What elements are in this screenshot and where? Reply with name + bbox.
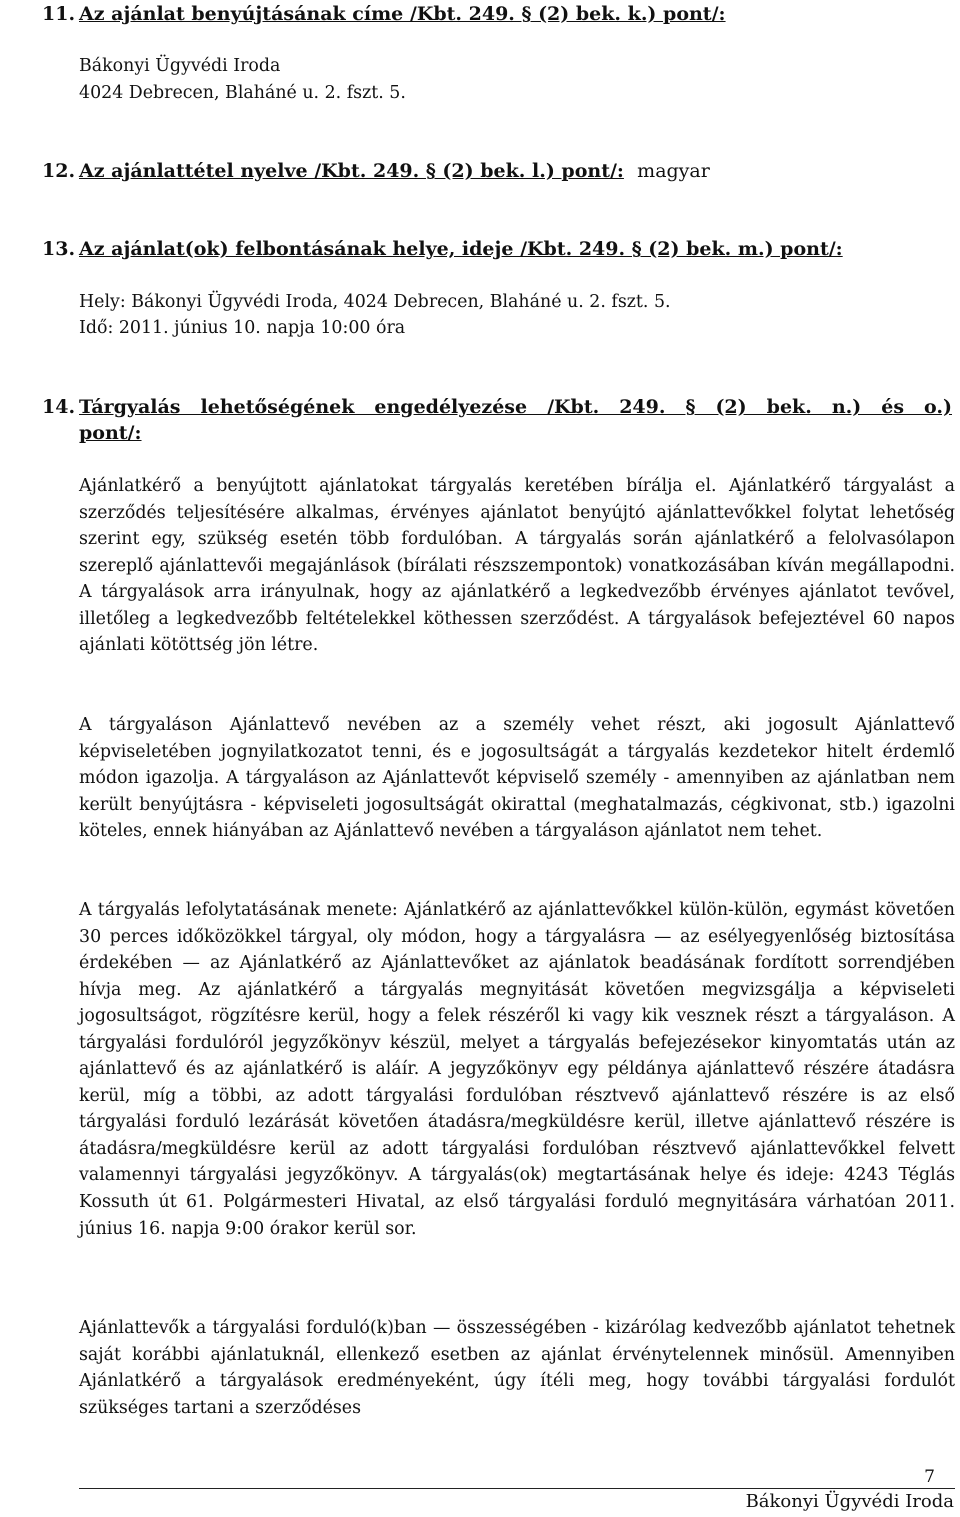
section-11-heading bbox=[42, 1, 950, 28]
section-13-number: 13. bbox=[42, 238, 76, 260]
section-12-value: magyar bbox=[637, 160, 710, 182]
section-13-time: Idő: 2011. június 10. napja 10:00 óra bbox=[79, 318, 406, 338]
section-13-heading bbox=[42, 236, 950, 263]
section-14-title-line-2: pont/: bbox=[79, 422, 142, 444]
section-12-number: 12. bbox=[42, 160, 76, 182]
section-11-number: 11. bbox=[42, 3, 76, 25]
section-14-paragraph-3: A tárgyalás lefolytatásának menete: Ajánlatkérő az ajánlattevőkkel külön-külön, egymást követően 30 perces időközökkel tárgyal, oly módon, hogy a tárgyalásra — az esélyegyenlőség biztosítása érdekében — az Ajánlatkérő az Ajánlattevőket az ajánlatok beadásának fordított sorrendjében hívja meg. Az ajánlatkérő a tárgyalás megnyitását követően megvizsgálja a képviseleti jogosultságot, rögzítésre kerül, hogy a felek részéről ki vagy kik vesznek részt a tárgyaláson. A tárgyalási fordulóról jegyzőkönyv készül, melyet a tárgyalás befejezésekor kinyomtatás után az ajánlattevő és az ajánlatkérő is aláír. A jegyzőkönyv egy példánya ajánlattevő részére átadásra kerül, míg a többi, az adott tárgyalási fordulóban résztvevő ajánlattevő részére is az első tárgyalási forduló lezárását követően átadásra/megküldésre kerül, illetve ajánlattevő részére is átadásra/megküldésre kerül az adott tárgyalási fordulóban résztvevő ajánlattevőkkel felvett valamennyi tárgyalási jegyzőkönyv. A tárgyalás(ok) megtartásának helye és ideje: 4243 Téglás Kossuth út 61. Polgármesteri Hivatal, az első tárgyalási forduló megnyitására várhatóan 2011. június 16. napja 9:00 órakor kerül sor. bbox=[79, 900, 955, 1239]
section-14-paragraph-2: A tárgyaláson Ajánlattevő nevében az a személy vehet részt, aki jogosult Ajánlattevő képviseletében jognyilatkozatot tenni, és e jogosultságát a tárgyalás kezdetekor hitelt érdemlő módon igazolja. A tárgyaláson az Ajánlattevőt képviselő személy - amennyiben az ajánlatban nem került benyújtásra - képviseleti jogosultságát okirattal (meghatalmazás, cégkivonat, stb.) igazolni köteles, ennek hiányában az Ajánlattevő nevében a tárgyaláson ajánlatot nem tehet. bbox=[79, 715, 955, 842]
section-12-heading bbox=[42, 158, 950, 185]
section-14-heading bbox=[42, 394, 952, 421]
page-number: 7 bbox=[924, 1467, 935, 1487]
section-12-title: Az ajánlattétel nyelve /Kbt. 249. § (2) bek. l.) pont/: bbox=[79, 160, 624, 182]
section-11-title: Az ajánlat benyújtásának címe /Kbt. 249. § (2) bek. k.) pont/: bbox=[79, 3, 726, 25]
section-14-paragraph-4: Ajánlattevők a tárgyalási forduló(k)ban — összességében - kizárólag kedvezőbb ajánlatot tehetnek saját korábbi ajánlatuknál, ellenkező esetben az ajánlat érvénytelennek minősül. Amennyiben Ajánlatkérő a tárgyalások eredményeként, úgy ítéli meg, hogy további tárgyalási fordulót szükséges tartani a szerződéses bbox=[79, 1318, 955, 1418]
section-14-paragraph-1: Ajánlatkérő a benyújtott ajánlatokat tárgyalás keretében bírálja el. Ajánlatkérő tárgyalást a szerződés teljesítésére alkalmas, érvényes ajánlatot benyújtó ajánlattevőkkel folytat lehetőség szerint egy, szükség esetén több fordulóban. A tárgyalás során ajánlatkérő a felolvasólapon szereplő ajánlattevői megajánlások (bírálati részszempontok) vonatkozásában kíván megállapodni. A tárgyalások arra irányulnak, hogy az ajánlatkérő a legkedvezőbb érvényes ajánlatot tevővel, illetőleg a legkedvezőbb feltételekkel köthessen szerződést. A tárgyalások befejeztével 60 napos ajánlati kötöttség jön létre. bbox=[79, 476, 955, 656]
section-11-address-line-1: Bákonyi Ügyvédi Iroda bbox=[79, 56, 281, 76]
section-11-address-line-2: 4024 Debrecen, Blaháné u. 2. fszt. 5. bbox=[79, 83, 406, 103]
section-14-number: 14. bbox=[42, 396, 76, 418]
section-14-title-line-1: Tárgyalás lehetőségének engedélyezése /Kbt. 249. § (2) bek. n.) és o.) bbox=[79, 396, 952, 418]
footer-text: Bákonyi Ügyvédi Iroda bbox=[745, 1491, 954, 1512]
footer-divider bbox=[79, 1488, 955, 1489]
section-13-place: Hely: Bákonyi Ügyvédi Iroda, 4024 Debrecen, Blaháné u. 2. fszt. 5. bbox=[79, 292, 671, 312]
section-13-title: Az ajánlat(ok) felbontásának helye, ideje /Kbt. 249. § (2) bek. m.) pont/: bbox=[79, 238, 843, 260]
